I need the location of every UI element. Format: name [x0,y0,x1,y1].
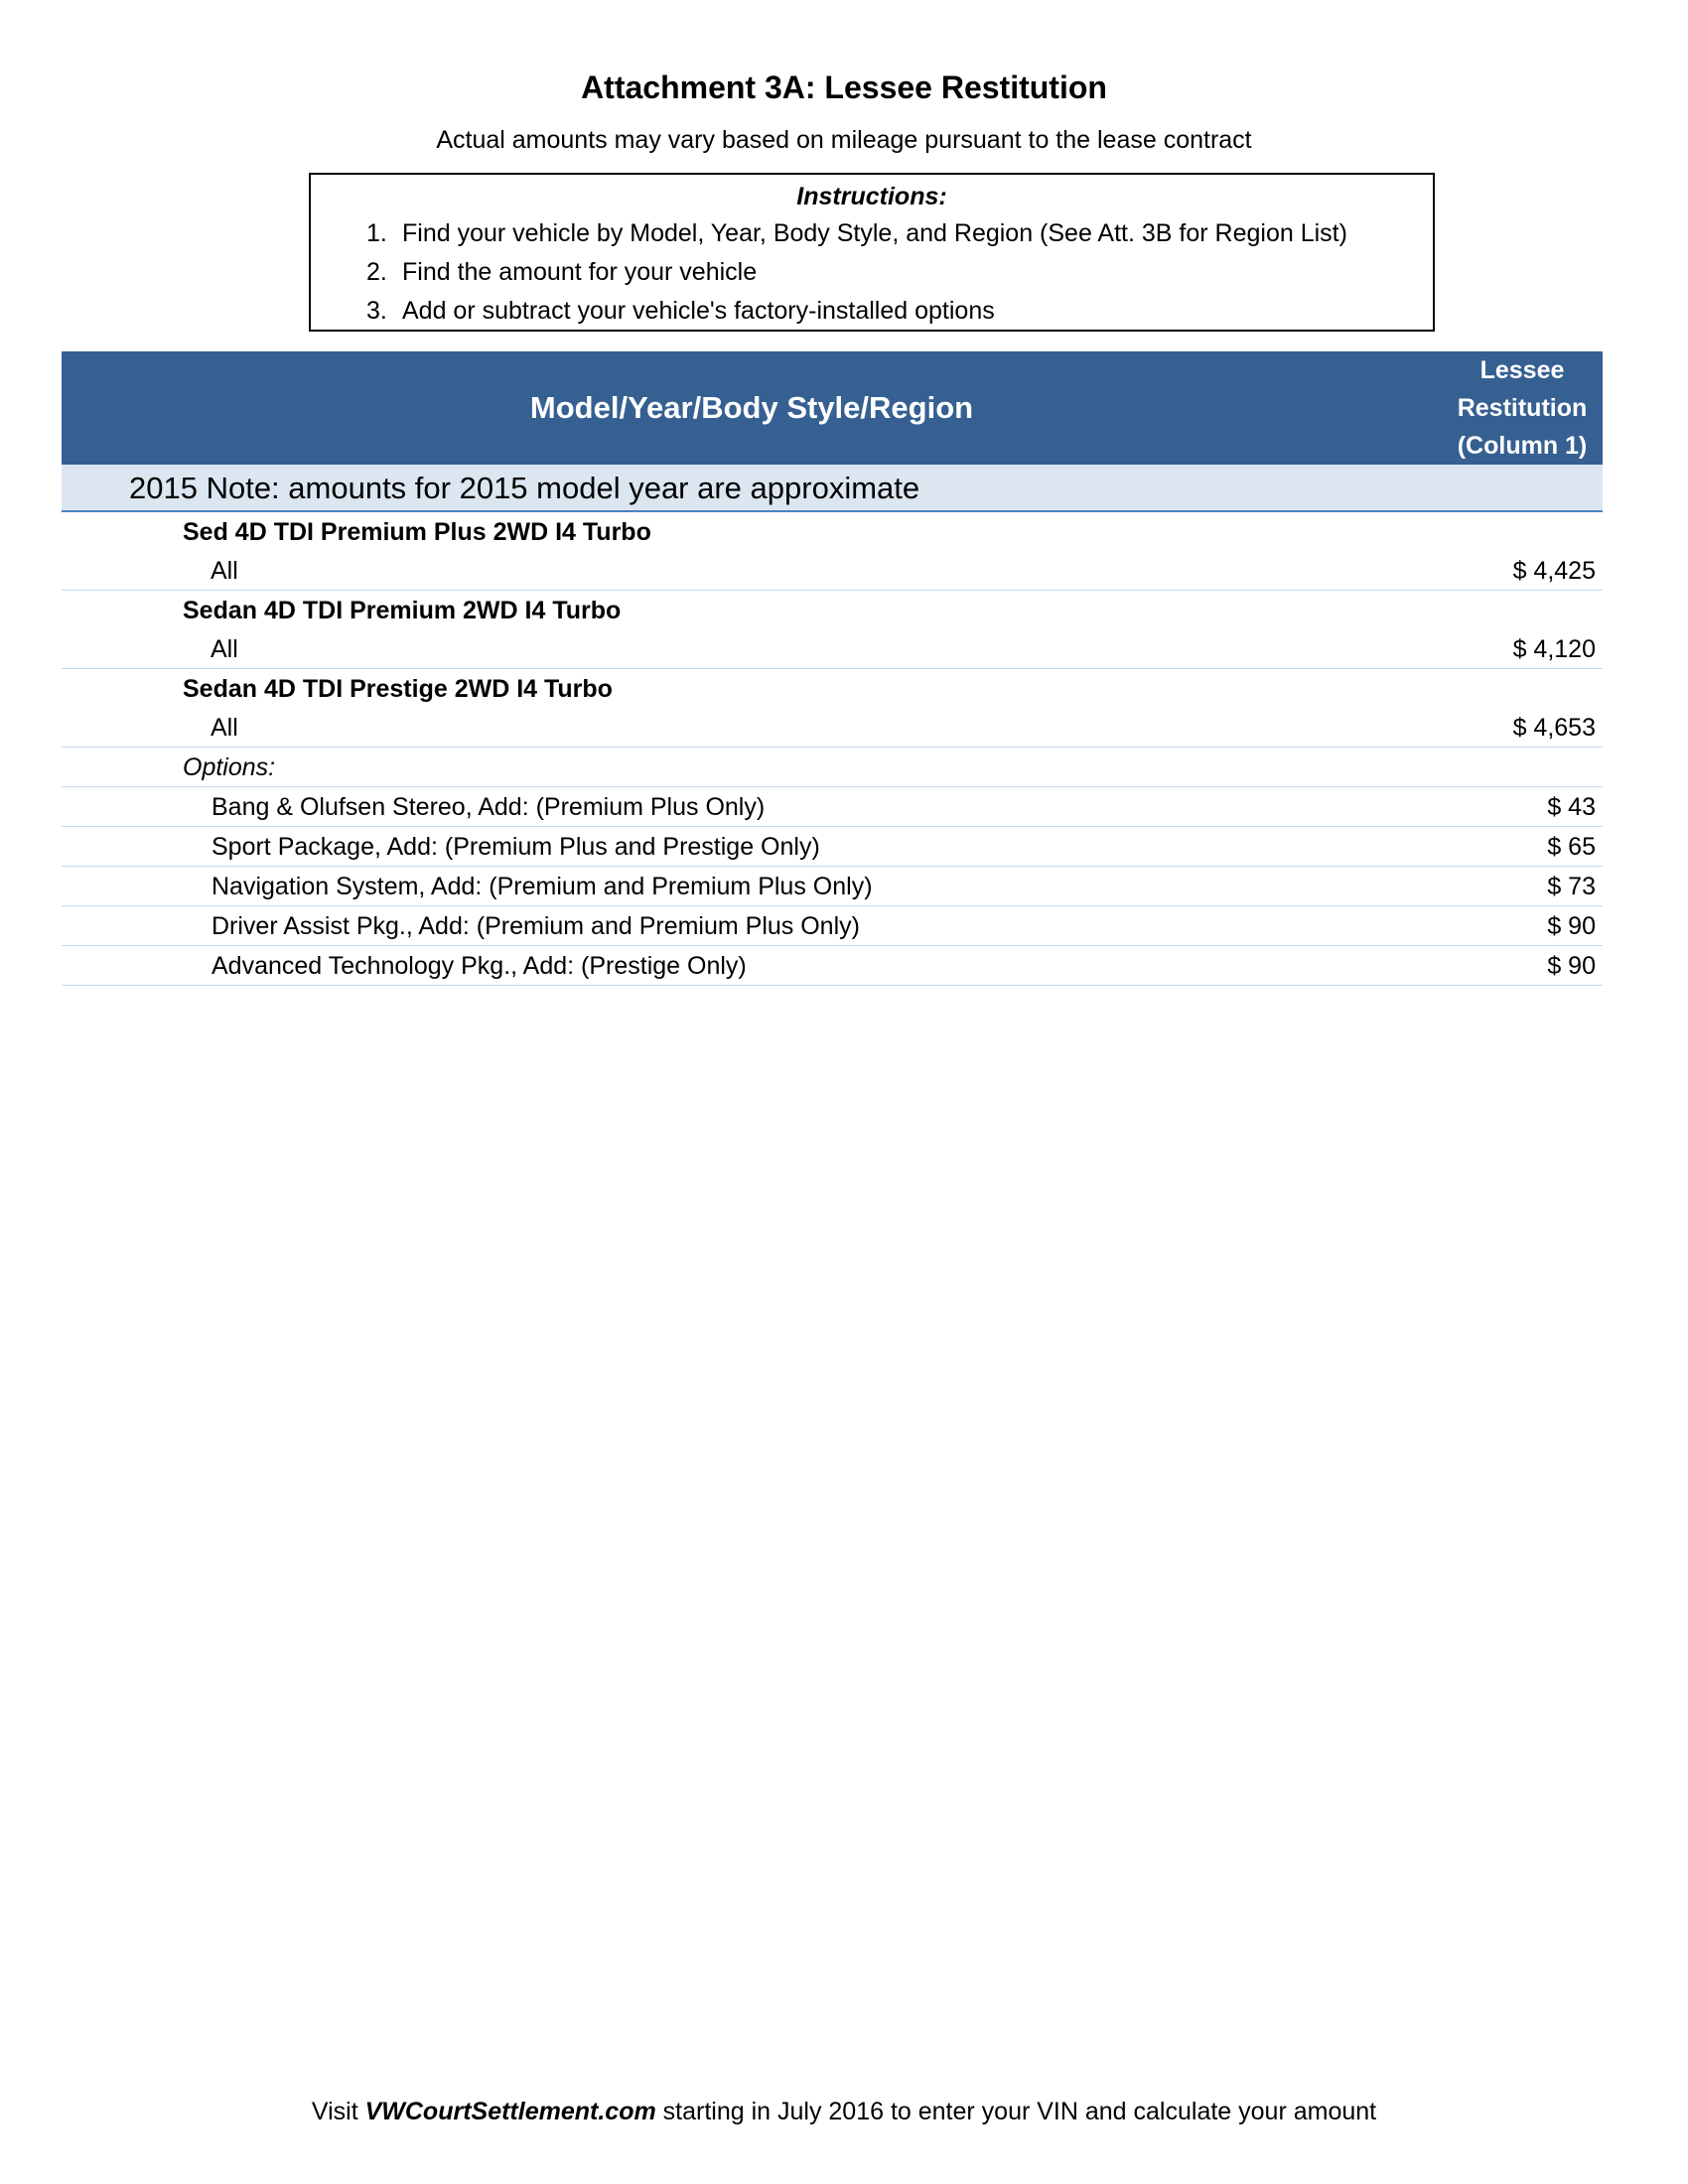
option-amount: $ 90 [1547,912,1596,940]
instruction-item [366,253,1433,292]
model-row: Sedan 4D TDI Premium 2WD I4 Turbo [183,597,622,624]
header-restitution-line: Lessee [1479,356,1565,384]
page-subtitle: Actual amounts may vary based on mileage pursuant to the lease contract [436,126,1252,154]
instruction-item [366,292,1433,331]
option-row [62,946,1603,986]
region-row [62,551,1603,591]
option-row [62,906,1603,946]
page-title: Attachment 3A: Lessee Restitution [581,69,1107,105]
instruction-text: Add or subtract your vehicle's factory-installed options [402,297,995,325]
instructions-heading: Instructions: [796,183,947,210]
region-label: All [211,635,238,663]
header-model-column: Model/Year/Body Style/Region [529,390,974,425]
instruction-number: 1. [366,219,387,247]
restitution-amount: $ 4,653 [1512,714,1596,742]
region-row [62,708,1603,748]
region-label: All [211,714,238,742]
option-amount: $ 43 [1547,793,1596,821]
instruction-number: 3. [366,297,387,325]
option-amount: $ 90 [1547,952,1596,980]
option-row [62,867,1603,906]
option-row [62,787,1603,827]
region-row [62,629,1603,669]
option-label: Driver Assist Pkg., Add: (Premium and Premium Plus Only) [211,912,860,940]
instructions-box [309,173,1435,332]
region-label: All [211,557,238,585]
restitution-amount: $ 4,120 [1512,635,1596,663]
options-heading-row: Options: [62,748,1603,787]
option-label: Sport Package, Add: (Premium Plus and Prestige Only) [211,833,820,861]
footer-prefix: Visit [311,2098,365,2125]
footer-note [0,2098,1688,2126]
model-row: Sedan 4D TDI Prestige 2WD I4 Turbo [183,675,613,703]
instruction-text: Find the amount for your vehicle [402,258,758,286]
header-restitution-line: Restitution [1457,394,1588,422]
instructions-list [311,214,1433,331]
instruction-item [366,214,1433,253]
option-amount: $ 73 [1547,873,1596,900]
option-label: Bang & Olufsen Stereo, Add: (Premium Plus Only) [211,793,766,821]
restitution-amount: $ 4,425 [1512,557,1596,585]
footer-suffix: starting in July 2016 to enter your VIN and calculate your amount [655,2098,1377,2125]
model-row: Sed 4D TDI Premium Plus 2WD I4 Turbo [183,518,651,546]
table-header [62,351,1603,465]
option-label: Navigation System, Add: (Premium and Premium Plus Only) [211,873,873,900]
settlement-website-link[interactable]: VWCourtSettlement.com [364,2098,656,2125]
instruction-number: 2. [366,258,387,286]
year-row: 2015 Note: amounts for 2015 model year are approximate [62,465,1603,512]
header-restitution-line: (Column 1) [1457,432,1588,460]
option-row [62,827,1603,867]
option-label: Advanced Technology Pkg., Add: (Prestige Only) [211,952,747,980]
header-restitution-column [1442,351,1603,465]
option-amount: $ 65 [1547,833,1596,861]
restitution-table [62,351,1603,986]
instruction-text: Find your vehicle by Model, Year, Body Style, and Region (See Att. 3B for Region List) [402,219,1347,247]
